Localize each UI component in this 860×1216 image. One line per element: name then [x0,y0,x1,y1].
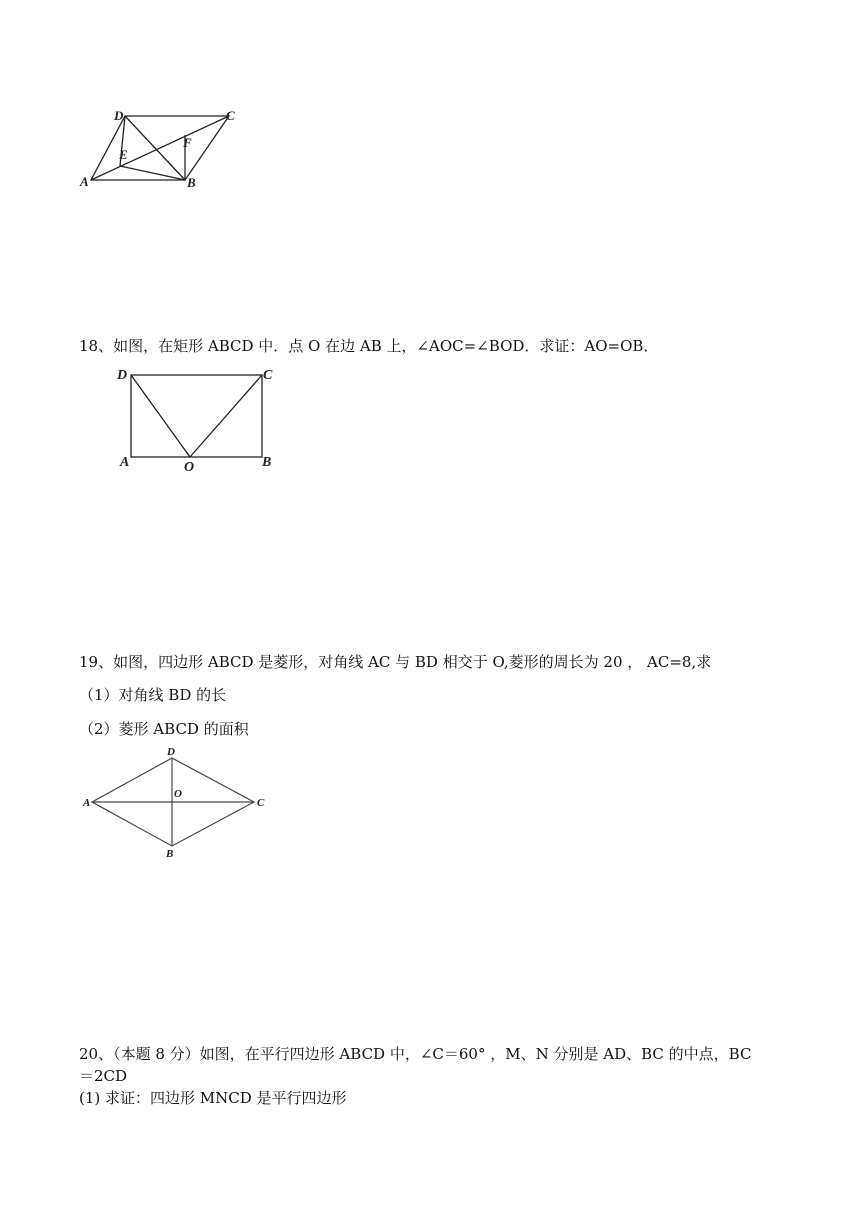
diagonal-ac [91,116,229,180]
segment-do [131,375,190,457]
rhombus-diagram [80,744,275,864]
label-o: O [174,788,182,800]
rectangle-outline [131,375,262,457]
label-d: D [117,368,128,383]
label-a: A [83,797,91,809]
label-e: E [119,147,128,162]
question-19-part-2: （2）菱形 ABCD 的面积 [79,720,249,738]
rectangle-diagram [110,362,290,477]
parallelogram-diagram [70,100,260,200]
question-20-text-continued: ＝2CD [79,1067,128,1085]
label-d: D [167,746,175,758]
segment-co [190,375,262,457]
label-c: C [257,797,265,809]
label-a: A [120,455,130,470]
label-b: B [166,848,174,860]
question-18-text: 18、如图，在矩形 ABCD 中．点 O 在边 AB 上，∠AOC=∠BOD．求证：AO=OB． [79,337,659,355]
segment-eb [120,166,185,180]
label-d: D [114,108,124,123]
question-19-part-1: （1）对角线 BD 的长 [79,686,227,704]
figure-rhombus-abcd [80,744,275,864]
question-20-part-1: (1) 求证：四边形 MNCD 是平行四边形 [79,1089,347,1107]
figure-parallelogram-abcdef [70,100,260,200]
question-20-text: 20、（本题 8 分）如图，在平行四边形 ABCD 中，∠C＝60° ，M、N 分别是 AD、BC 的中点，BC [79,1045,752,1063]
label-c: C [263,368,273,383]
label-a: A [80,174,89,189]
diagonal-db [125,116,185,180]
figure-rectangle-abcd [110,362,290,477]
label-b: B [262,455,272,470]
label-c: C [226,108,235,123]
label-b: B [187,175,196,190]
question-19-text: 19、如图，四边形 ABCD 是菱形，对角线 AC 与 BD 相交于 O,菱形的周长为 20 ， AC=8,求 [79,653,712,671]
label-f: F [183,135,192,150]
label-o: O [184,460,195,475]
